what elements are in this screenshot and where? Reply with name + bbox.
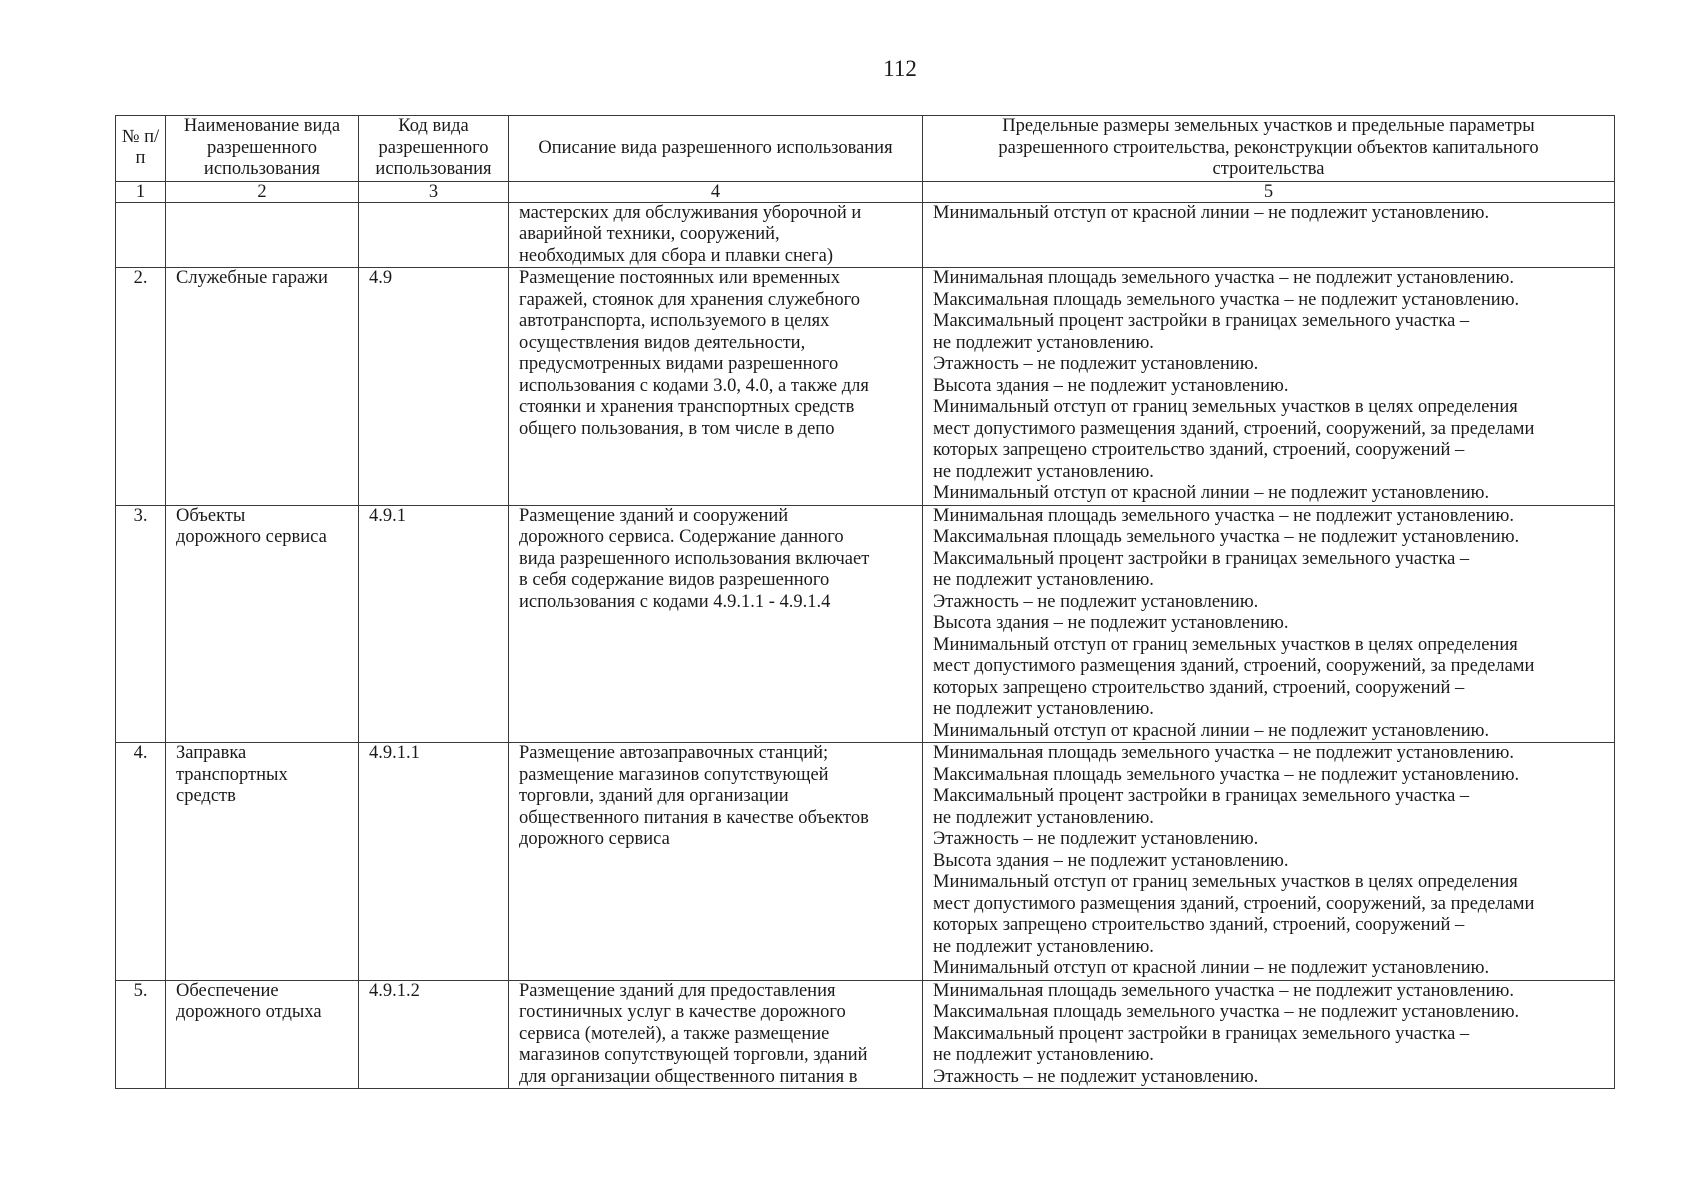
header-code: Код вида разрешенного использования [359,116,509,182]
parameter-line: не подлежит установлению. [933,936,1154,957]
description-line: магазинов сопутствующей торговли, зданий [519,1045,868,1065]
table-row [116,980,1615,1089]
description-line: общественного питания в качестве объектов [519,807,869,828]
use-name-line: Служебные гаражи [176,268,328,288]
parameters-cell [923,743,1615,981]
description-line: в себя содержание видов разрешенного [519,570,830,590]
parameters-cell [923,202,1615,268]
description-line: торговли, зданий для организации [519,786,789,806]
column-number: 3 [359,181,509,202]
parameter-line: Максимальная площадь земельного участка – не подлежит установлению. [933,764,1520,785]
parameter-line: Максимальный процент застройки в границах земельного участка – [933,786,1470,806]
use-code: 4.9.1.2 [359,980,509,1089]
row-number: 5. [116,980,166,1089]
parameter-line: Максимальная площадь земельного участка – не подлежит установлению. [933,527,1520,547]
description-line: вида разрешенного использования включает [519,548,870,569]
column-number: 5 [923,181,1615,202]
parameter-line: Этажность – не подлежит установлению. [933,354,1259,374]
use-name-cell [166,505,359,743]
description-line: Размещение зданий для предоставления [519,980,836,1001]
use-description-cell [509,505,923,743]
parameter-line: Минимальный отступ от красной линии – не подлежит установлению. [933,483,1490,503]
parameter-line: Максимальный процент застройки в границах земельного участка – [933,1023,1470,1044]
parameter-line: Максимальная площадь земельного участка – не подлежит установлению. [933,289,1520,310]
use-name-line: средств [176,786,236,806]
use-name-line: транспортных [176,764,288,785]
description-line: размещение магазинов сопутствующей [519,764,829,785]
parameter-line: которых запрещено строительство зданий, строений, сооружений – [933,915,1465,935]
description-line: стоянки и хранения транспортных средств [519,397,855,417]
parameter-line: Высота здания – не подлежит установлению. [933,850,1289,871]
table-row [116,202,1615,268]
column-number: 1 [116,181,166,202]
parameter-line: мест допустимого размещения зданий, строений, сооружений, за пределами [933,418,1535,439]
parameters-cell [923,505,1615,743]
parameter-line: которых запрещено строительство зданий, строений, сооружений – [933,440,1465,460]
use-name-line: дорожного сервиса [176,527,327,547]
parameter-line: Высота здания – не подлежит установлению. [933,375,1289,396]
use-code [359,202,509,268]
header-number: № п/п [116,116,166,182]
parameter-line: не подлежит установлению. [933,461,1154,482]
use-description-cell [509,268,923,506]
use-code: 4.9.1.1 [359,743,509,981]
parameter-line: не подлежит установлению. [933,1045,1154,1065]
parameter-line: Минимальная площадь земельного участка – не подлежит установлению. [933,980,1514,1001]
description-line: осуществления видов деятельности, [519,332,806,353]
description-line: Размещение постоянных или временных [519,268,840,288]
parameter-line: Минимальная площадь земельного участка – не подлежит установлению. [933,743,1514,763]
parameter-line: Минимальная площадь земельного участка – не подлежит установлению. [933,268,1514,288]
description-line: автотранспорта, используемого в целях [519,311,830,331]
parameter-line: Этажность – не подлежит установлению. [933,829,1259,849]
column-number: 4 [509,181,923,202]
parameters-cell [923,980,1615,1089]
use-name-line: Объекты [176,505,246,526]
use-name-line: Заправка [176,743,247,763]
use-description-cell [509,980,923,1089]
parameter-line: Минимальный отступ от красной линии – не подлежит установлению. [933,720,1490,741]
description-line: Размещение автозаправочных станций; [519,743,829,763]
parameter-line: не подлежит установлению. [933,699,1154,719]
parameter-line: Минимальная площадь земельного участка – не подлежит установлению. [933,505,1514,526]
header-name: Наименование вида разрешенного использования [166,116,359,182]
page-number: 112 [883,56,917,81]
description-line: использования с кодами 3.0, 4.0, а также для [519,375,869,396]
use-description-cell [509,743,923,981]
description-line: гаражей, стоянок для хранения служебного [519,289,861,310]
use-code: 4.9 [359,268,509,506]
description-line: аварийной техники, сооружений, [519,224,780,244]
parameter-line: Минимальный отступ от границ земельных участков в целях определения [933,872,1518,892]
land-use-table [115,115,1615,1089]
use-name-cell [166,743,359,981]
parameter-line: Максимальный процент застройки в границах земельного участка – [933,311,1470,331]
table-row [116,505,1615,743]
description-line: дорожного сервиса [519,829,670,849]
parameter-line: мест допустимого размещения зданий, строений, сооружений, за пределами [933,893,1535,914]
description-line: сервиса (мотелей), а также размещение [519,1023,830,1044]
description-line: общего пользования, в том числе в депо [519,418,835,439]
use-description-cell [509,202,923,268]
parameter-line: Максимальный процент застройки в границах земельного участка – [933,548,1470,569]
parameter-line: не подлежит установлению. [933,332,1154,353]
parameter-line: не подлежит установлению. [933,807,1154,828]
description-line: Размещение зданий и сооружений [519,505,789,526]
row-number: 4. [116,743,166,981]
table-row [116,743,1615,981]
table-row [116,268,1615,506]
parameter-line: Этажность – не подлежит установлению. [933,591,1259,612]
use-name-line: дорожного отдыха [176,1002,322,1022]
row-number: 2. [116,268,166,506]
header-row [116,116,1615,182]
table-body [116,202,1615,1089]
parameter-line: которых запрещено строительство зданий, строений, сооружений – [933,677,1465,698]
header-parameters: Предельные размеры земельных участков и предельные параметры разрешенного строительства, реконструкции объектов капитального строительства [923,116,1615,182]
description-line: для организации общественного питания в [519,1066,858,1087]
column-number: 2 [166,181,359,202]
description-line: использования с кодами 4.9.1.1 - 4.9.1.4 [519,591,831,612]
use-name-cell [166,268,359,506]
use-name-line: Обеспечение [176,980,279,1001]
parameter-line: Минимальный отступ от красной линии – не подлежит установлению. [933,202,1490,223]
header-description: Описание вида разрешенного использования [509,116,923,182]
description-line: гостиничных услуг в качестве дорожного [519,1002,846,1022]
parameter-line: не подлежит установлению. [933,570,1154,590]
description-line: предусмотренных видами разрешенного [519,354,839,374]
description-line: дорожного сервиса. Содержание данного [519,527,844,547]
parameter-line: Минимальный отступ от красной линии – не подлежит установлению. [933,958,1490,978]
row-number [116,202,166,268]
parameter-line: Минимальный отступ от границ земельных участков в целях определения [933,634,1518,655]
parameters-cell [923,268,1615,506]
row-number: 3. [116,505,166,743]
column-number-row [116,181,1615,202]
description-line: необходимых для сбора и плавки снега) [519,245,834,266]
parameter-line: Высота здания – не подлежит установлению. [933,613,1289,633]
parameter-line: Этажность – не подлежит установлению. [933,1066,1259,1087]
parameter-line: мест допустимого размещения зданий, строений, сооружений, за пределами [933,656,1535,676]
parameter-line: Максимальная площадь земельного участка – не подлежит установлению. [933,1002,1520,1022]
description-line: мастерских для обслуживания уборочной и [519,202,862,223]
parameter-line: Минимальный отступ от границ земельных участков в целях определения [933,397,1518,417]
use-name-cell [166,980,359,1089]
use-code: 4.9.1 [359,505,509,743]
use-name-cell [166,202,359,268]
